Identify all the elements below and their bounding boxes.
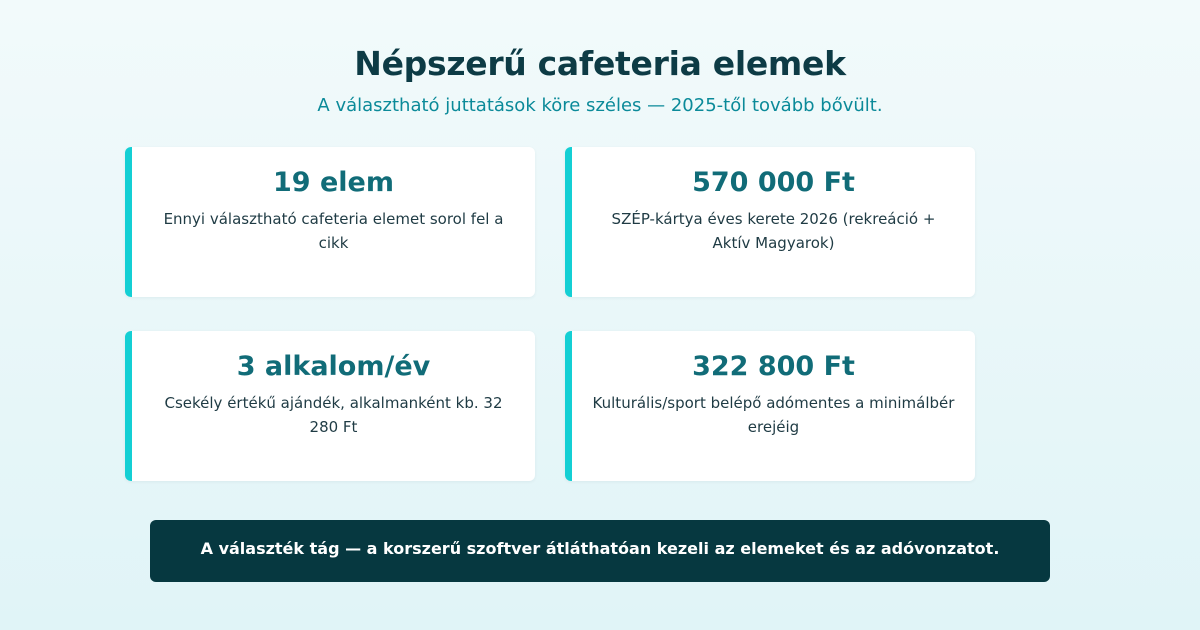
stat-value: 19 elem <box>273 167 394 198</box>
stat-value: 3 alkalom/év <box>236 351 431 382</box>
stat-card-items <box>125 147 535 297</box>
stat-card-gifts <box>125 331 535 481</box>
summary-banner <box>150 520 1050 582</box>
stat-description: SZÉP-kártya éves kerete 2026 (rekreáció + Aktív Magyarok) <box>611 210 936 252</box>
stat-card-szep-card <box>565 147 975 297</box>
stat-card-culture-sport <box>565 331 975 481</box>
summary-banner-text: A választék tág — a korszerű szoftver átláthatóan kezeli az elemeket és az adóvonzatot. <box>200 538 1000 558</box>
stat-description: Ennyi választható cafeteria elemet sorol fel a cikk <box>163 210 504 252</box>
stat-description: Kulturális/sport belépő adómentes a minimálbér erejéig <box>592 394 955 436</box>
page-title: Népszerű cafeteria elemek <box>354 44 846 83</box>
stat-description: Csekély értékű ajándék, alkalmanként kb. 32 280 Ft <box>164 394 503 436</box>
stat-value: 322 800 Ft <box>692 351 855 382</box>
stat-value: 570 000 Ft <box>692 167 855 198</box>
page-subtitle: A választható juttatások köre széles — 2025-től tovább bővült. <box>317 95 883 116</box>
